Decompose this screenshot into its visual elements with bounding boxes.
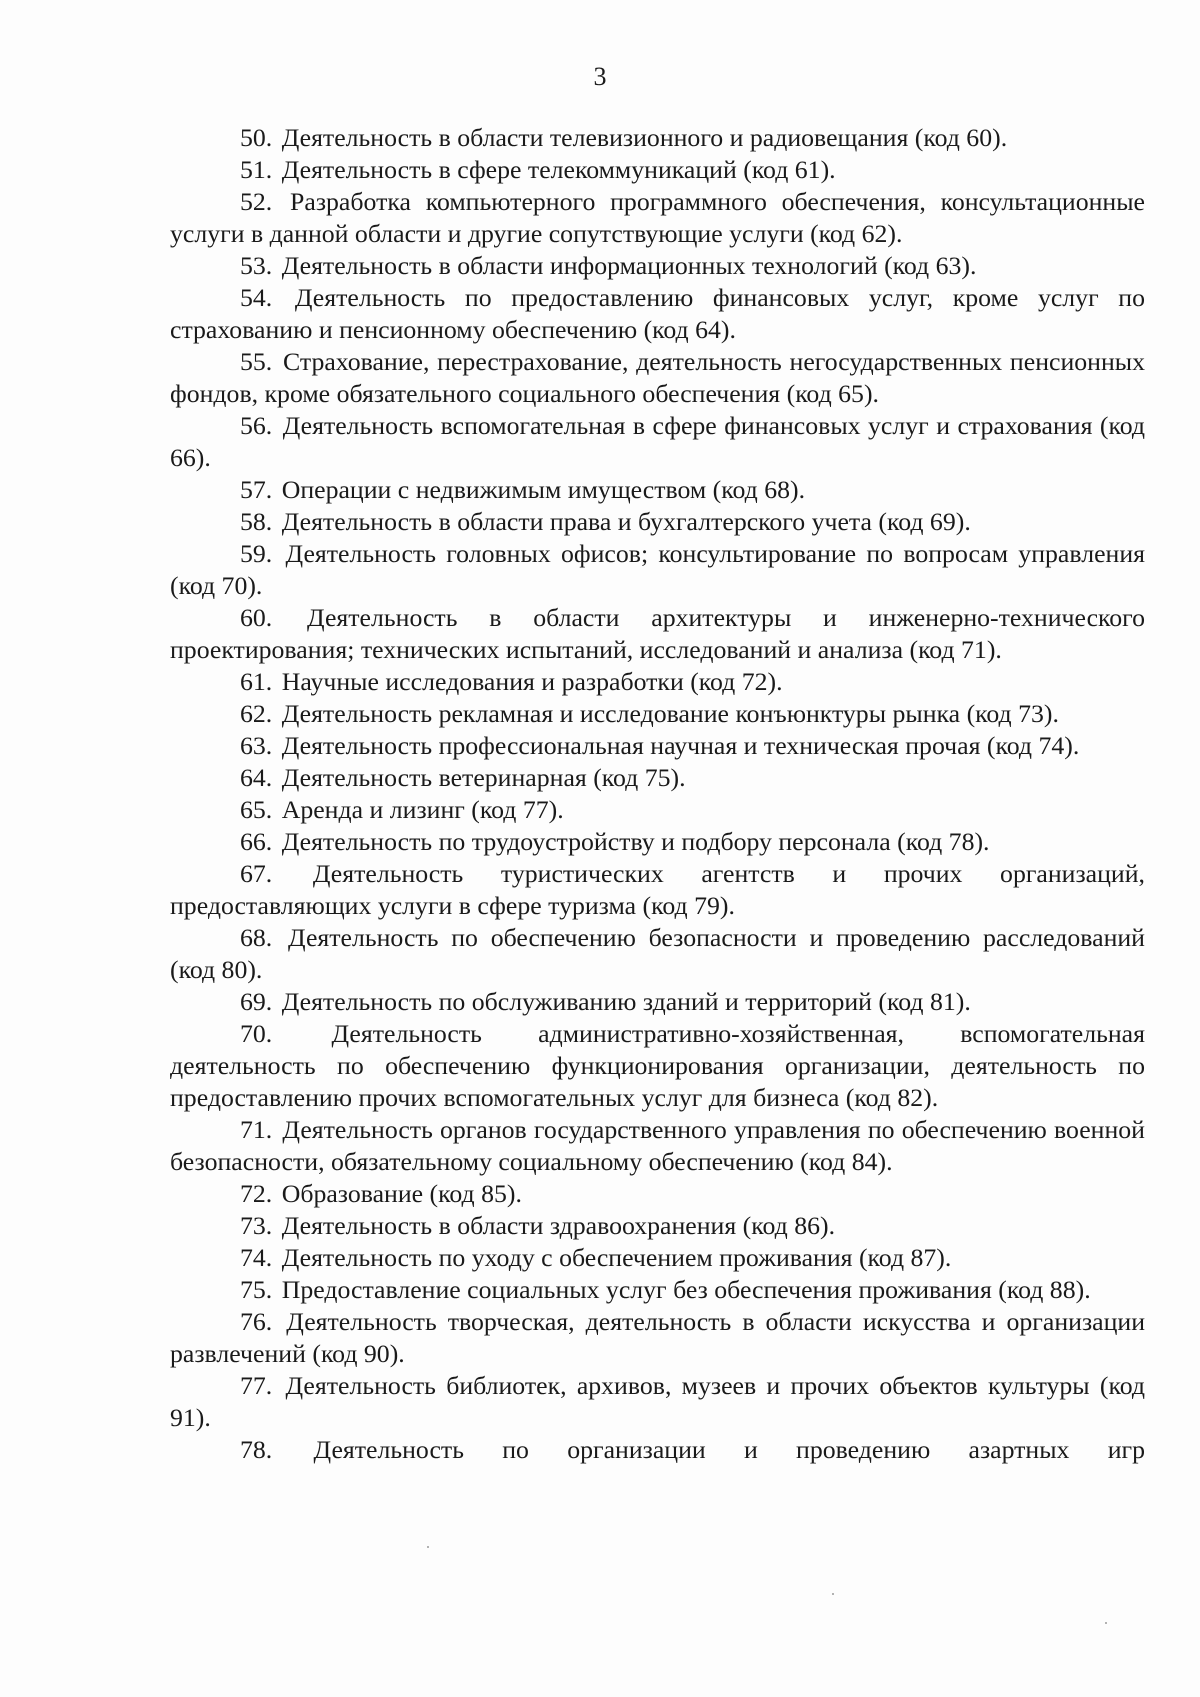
item-number: 72. [240,1179,273,1208]
list-item [170,346,1145,410]
item-number: 58. [240,507,273,536]
list-item [170,122,1145,154]
list-item [170,1306,1145,1370]
list-item [170,794,1145,826]
item-number: 71. [240,1115,273,1144]
list-item [170,826,1145,858]
item-text: Образование (код 85). [281,1179,522,1208]
item-text: Деятельность по обеспечению безопасности и проведению расследований (код 80). [170,923,1145,984]
item-number: 52. [240,187,273,216]
list-item [170,1114,1145,1178]
item-number: 53. [240,251,273,280]
list-item [170,506,1145,538]
item-number: 67. [240,859,273,888]
item-text: Деятельность по уходу с обеспечением проживания (код 87). [281,1243,952,1272]
list-item [170,410,1145,474]
item-text: Деятельность по предоставлению финансовых услуг, кроме услуг по страхованию и пенсионному обеспечению (код 64). [170,283,1145,344]
list-item [170,730,1145,762]
item-text: Деятельность вспомогательная в сфере финансовых услуг и страхования (код 66). [170,411,1145,472]
item-number: 56. [240,411,273,440]
item-number: 55. [240,347,273,376]
item-text: Деятельность административно-хозяйственная, вспомогательная деятельность по обеспечению функционирования организации, деятельность по предоставлению прочих вспомогательных услуг для бизнеса (код 82). [170,1019,1145,1112]
item-text: Страхование, перестрахование, деятельность негосударственных пенсионных фондов, кроме обязательного социального обеспечения (код 65). [170,347,1145,408]
list-item [170,986,1145,1018]
document-body [170,122,1145,1466]
list-item [170,538,1145,602]
item-number: 51. [240,155,273,184]
item-text: Деятельность в области права и бухгалтерского учета (код 69). [281,507,971,536]
item-text: Деятельность ветеринарная (код 75). [281,763,686,792]
item-text: Операции с недвижимым имуществом (код 68). [281,475,806,504]
list-item [170,666,1145,698]
item-number: 73. [240,1211,273,1240]
item-text: Деятельность в области телевизионного и радиовещания (код 60). [281,123,1008,152]
item-number: 75. [240,1275,273,1304]
item-number: 62. [240,699,273,728]
scan-speck [427,1546,429,1548]
item-text: Деятельность рекламная и исследование конъюнктуры рынка (код 73). [281,699,1059,728]
list-item [170,250,1145,282]
item-number: 60. [240,603,273,632]
list-item [170,922,1145,986]
item-text: Деятельность библиотек, архивов, музеев и прочих объектов культуры (код 91). [170,1371,1145,1432]
list-item [170,762,1145,794]
list-item [170,858,1145,922]
item-number: 54. [240,283,273,312]
item-text: Аренда и лизинг (код 77). [281,795,564,824]
item-text: Разработка компьютерного программного обеспечения, консультационные услуги в данной области и другие сопутствующие услуги (код 62). [170,187,1146,248]
item-text: Деятельность по обслуживанию зданий и территорий (код 81). [281,987,971,1016]
item-text: Деятельность в области архитектуры и инженерно-технического проектирования; технических испытаний, исследований и анализа (код 71). [170,603,1146,664]
scan-speck [832,1593,834,1595]
list-item [170,1370,1145,1434]
list-item [170,1274,1145,1306]
item-text: Научные исследования и разработки (код 72). [281,667,783,696]
item-number: 70. [240,1019,273,1048]
item-number: 66. [240,827,273,856]
item-text: Деятельность профессиональная научная и техническая прочая (код 74). [281,731,1080,760]
scan-speck [1105,1622,1107,1624]
list-item [170,698,1145,730]
item-number: 77. [240,1371,273,1400]
item-number: 59. [240,539,273,568]
item-number: 57. [240,475,273,504]
item-number: 78. [240,1435,273,1464]
item-text: Деятельность органов государственного управления по обеспечению военной безопасности, обязательному социальному обеспечению (код 84). [170,1115,1145,1176]
item-text: Деятельность по трудоустройству и подбору персонала (код 78). [281,827,990,856]
list-item [170,186,1145,250]
list-item [170,282,1145,346]
item-number: 68. [240,923,273,952]
item-text: Деятельность по организации и проведению азартных игр [313,1435,1145,1464]
page-number: 3 [593,62,607,91]
list-item [170,602,1145,666]
item-number: 63. [240,731,273,760]
item-number: 74. [240,1243,273,1272]
item-number: 69. [240,987,273,1016]
list-item [170,474,1145,506]
list-item [170,1210,1145,1242]
list-item [170,1018,1145,1114]
item-number: 65. [240,795,273,824]
item-text: Деятельность головных офисов; консультирование по вопросам управления (код 70). [170,539,1145,600]
item-number: 61. [240,667,273,696]
item-number: 64. [240,763,273,792]
list-item [170,154,1145,186]
item-text: Деятельность туристических агентств и прочих организаций, предоставляющих услуги в сфере туризма (код 79). [170,859,1145,920]
item-text: Предоставление социальных услуг без обеспечения проживания (код 88). [281,1275,1091,1304]
item-text: Деятельность в области здравоохранения (код 86). [281,1211,836,1240]
item-text: Деятельность в области информационных технологий (код 63). [281,251,977,280]
item-text: Деятельность в сфере телекоммуникаций (код 61). [281,155,836,184]
item-number: 76. [240,1307,273,1336]
item-text: Деятельность творческая, деятельность в области искусства и организации развлечений (код 90). [170,1307,1145,1368]
item-number: 50. [240,123,273,152]
list-item [170,1434,1145,1466]
list-item [170,1178,1145,1210]
list-item [170,1242,1145,1274]
